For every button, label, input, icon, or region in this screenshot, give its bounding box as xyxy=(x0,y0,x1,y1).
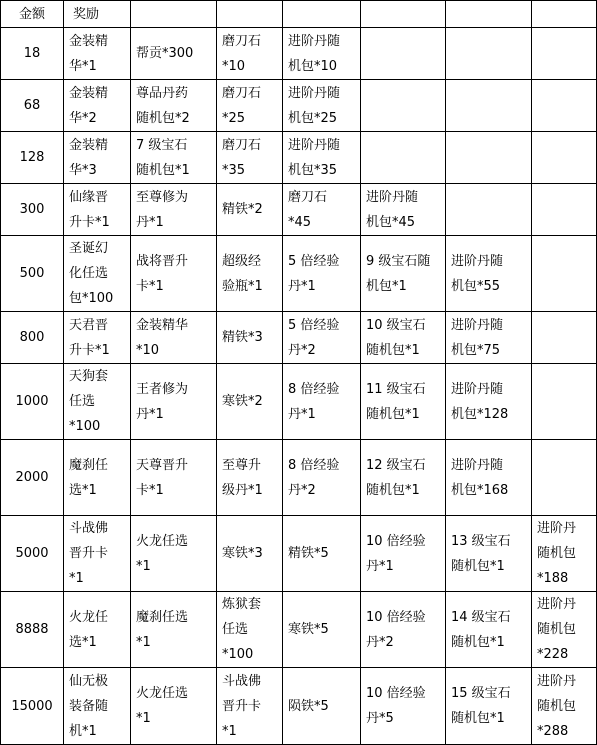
reward-text-line: 随机包*1 xyxy=(366,342,420,358)
reward-cell xyxy=(361,516,446,592)
reward-text-line: 卡*1 xyxy=(136,278,164,294)
reward-text-line: 升卡*1 xyxy=(69,214,110,230)
reward-text-line: 魔刹任选 xyxy=(136,609,189,625)
reward-cell xyxy=(361,592,446,668)
reward-cell xyxy=(532,516,597,592)
reward-text-line: 斗战佛 xyxy=(69,521,109,536)
reward-text-line: 进阶丹随 xyxy=(451,381,504,397)
empty-cell xyxy=(361,28,446,80)
reward-text-line: 丹*1 xyxy=(288,406,316,422)
reward-cell xyxy=(64,184,131,236)
reward-cell xyxy=(64,80,131,132)
reward-cell xyxy=(283,516,361,592)
empty-cell xyxy=(532,80,597,132)
reward-cell xyxy=(131,364,217,440)
reward-text-line: 火龙任 xyxy=(69,609,109,625)
reward-cell xyxy=(217,28,283,80)
reward-text-line: 机包*10 xyxy=(288,58,338,74)
reward-text-line: 超级经 xyxy=(222,253,262,269)
amount-cell: 128 xyxy=(1,132,64,184)
reward-text-line: *228 xyxy=(537,647,569,662)
reward-text-line: 陨铁*5 xyxy=(288,698,329,714)
reward-cell xyxy=(217,516,283,592)
reward-text-line: 天君晋 xyxy=(69,317,109,333)
reward-text-line: 升卡*1 xyxy=(69,342,110,358)
reward-cell xyxy=(283,80,361,132)
reward-cell xyxy=(131,184,217,236)
amount-cell: 500 xyxy=(1,236,64,312)
reward-text-line: 选*1 xyxy=(69,634,97,650)
reward-cell xyxy=(283,132,361,184)
reward-cell xyxy=(361,236,446,312)
reward-cell xyxy=(217,80,283,132)
reward-cell xyxy=(131,28,217,80)
reward-text-line: 晋升卡 xyxy=(69,546,109,561)
reward-text-line: *100 xyxy=(69,419,101,434)
reward-cell xyxy=(446,516,532,592)
reward-cell xyxy=(217,364,283,440)
reward-cell xyxy=(64,132,131,184)
reward-text-line: 磨刀石 xyxy=(288,189,328,205)
reward-text-line: 火龙任选 xyxy=(136,533,189,549)
reward-cell xyxy=(283,312,361,364)
empty-cell xyxy=(446,80,532,132)
reward-text-line: 选*1 xyxy=(69,482,97,498)
reward-text-line: 随机包*1 xyxy=(136,162,190,178)
reward-text-line: 卡*1 xyxy=(136,482,164,498)
reward-cell xyxy=(131,80,217,132)
reward-cell xyxy=(217,668,283,745)
reward-text-line: *1 xyxy=(136,558,151,574)
reward-cell xyxy=(64,364,131,440)
reward-text-line: 磨刀石 xyxy=(222,137,262,153)
reward-text-line: 火龙任选 xyxy=(136,686,189,701)
reward-text-line: 魔刹任 xyxy=(69,457,109,473)
reward-cell xyxy=(131,132,217,184)
reward-text-line: 精铁*3 xyxy=(222,330,263,345)
reward-text-line: 机包*45 xyxy=(366,214,416,230)
reward-text-line: 丹*2 xyxy=(366,634,394,650)
reward-cell xyxy=(283,668,361,745)
reward-text-line: 精铁*5 xyxy=(288,546,329,561)
reward-text-line: 进阶丹随 xyxy=(451,253,504,269)
reward-text-line: 进阶丹随 xyxy=(451,457,504,473)
reward-text-line: 级丹*1 xyxy=(222,482,263,498)
reward-text-line: 金装精 xyxy=(69,137,109,153)
reward-text-line: *10 xyxy=(222,58,246,74)
reward-text-line: 15 级宝石 xyxy=(451,686,511,701)
reward-cell xyxy=(361,668,446,745)
reward-cell xyxy=(283,364,361,440)
reward-text-line: *1 xyxy=(136,711,151,726)
reward-text-line: 5 倍经验 xyxy=(288,253,340,269)
table-row xyxy=(1,668,597,745)
reward-text-line: 华*1 xyxy=(69,58,97,74)
header-row xyxy=(1,1,597,28)
reward-text-line: 磨刀石 xyxy=(222,33,262,49)
reward-text-line: 寒铁*3 xyxy=(222,546,263,561)
amount-cell: 2000 xyxy=(1,440,64,516)
reward-text-line: 尊品丹药 xyxy=(136,85,189,101)
reward-text-line: *100 xyxy=(222,647,254,662)
amount-cell: 8888 xyxy=(1,592,64,668)
reward-text-line: 丹*1 xyxy=(288,278,316,294)
reward-cell xyxy=(446,440,532,516)
amount-cell: 1000 xyxy=(1,364,64,440)
reward-cell xyxy=(217,312,283,364)
reward-cell xyxy=(131,440,217,516)
reward-cell xyxy=(283,28,361,80)
reward-text-line: 10 级宝石 xyxy=(366,317,426,333)
reward-text-line: 战将晋升 xyxy=(136,253,189,269)
reward-text-line: 丹*1 xyxy=(366,558,394,574)
reward-text-line: 随机包*1 xyxy=(366,482,420,498)
reward-cell xyxy=(446,592,532,668)
reward-text-line: *288 xyxy=(537,723,569,739)
reward-text-line: 随机包*2 xyxy=(136,110,190,126)
empty-cell xyxy=(532,132,597,184)
reward-text-line: 王者修为 xyxy=(136,381,189,397)
reward-text-line: 晋升卡 xyxy=(222,698,262,714)
reward-cell xyxy=(283,592,361,668)
reward-text-line: 9 级宝石随 xyxy=(366,253,431,269)
empty-cell xyxy=(532,236,597,312)
reward-cell xyxy=(446,364,532,440)
amount-cell: 5000 xyxy=(1,516,64,592)
reward-text-line: 随机包*1 xyxy=(366,406,420,422)
table-row xyxy=(1,592,597,668)
empty-cell xyxy=(446,28,532,80)
reward-text-line: 13 级宝石 xyxy=(451,533,511,549)
reward-text-line: 10 倍经验 xyxy=(366,686,426,701)
reward-text-line: *1 xyxy=(69,571,84,586)
reward-cell xyxy=(532,592,597,668)
reward-text-line: *45 xyxy=(288,214,312,230)
reward-text-line: 化任选 xyxy=(69,266,109,281)
reward-cell xyxy=(283,236,361,312)
reward-text-line: *188 xyxy=(537,571,569,586)
reward-text-line: 进阶丹随 xyxy=(366,189,419,205)
reward-text-line: 机包*35 xyxy=(288,162,338,178)
amount-cell: 15000 xyxy=(1,668,64,745)
reward-text-line: 10 倍经验 xyxy=(366,533,426,549)
reward-cell xyxy=(64,592,131,668)
header-empty-cell xyxy=(131,1,217,28)
reward-cell xyxy=(446,668,532,745)
reward-text-line: 寒铁*2 xyxy=(222,394,263,409)
reward-text-line: 验瓶*1 xyxy=(222,278,263,294)
reward-cell xyxy=(217,236,283,312)
empty-cell xyxy=(532,28,597,80)
table-row xyxy=(1,516,597,592)
empty-cell xyxy=(532,184,597,236)
reward-cell xyxy=(217,440,283,516)
empty-cell xyxy=(532,312,597,364)
reward-cell xyxy=(361,440,446,516)
reward-text-line: 11 级宝石 xyxy=(366,381,426,397)
reward-text-line: 机*1 xyxy=(69,723,97,739)
reward-text-line: 精铁*2 xyxy=(222,202,263,217)
header-amount: 金额 xyxy=(1,1,64,28)
reward-text-line: 14 级宝石 xyxy=(451,609,511,625)
reward-cell xyxy=(64,440,131,516)
reward-text-line: 天狗套 xyxy=(69,369,109,384)
reward-cell xyxy=(446,312,532,364)
reward-text-line: 随机包 xyxy=(537,546,577,561)
reward-text-line: 5 倍经验 xyxy=(288,317,340,333)
header-reward: 奖励 xyxy=(64,1,131,28)
reward-text-line: 天尊晋升 xyxy=(136,457,189,473)
reward-cell xyxy=(532,668,597,745)
reward-text-line: *1 xyxy=(222,723,237,739)
reward-text-line: 金装精 xyxy=(69,33,109,49)
reward-text-line: 仙缘晋 xyxy=(69,189,109,205)
reward-text-line: 随机包*1 xyxy=(451,634,505,650)
empty-cell xyxy=(532,440,597,516)
table-row xyxy=(1,184,597,236)
reward-text-line: 丹*5 xyxy=(366,711,394,726)
table-row xyxy=(1,364,597,440)
reward-cell xyxy=(283,184,361,236)
reward-text-line: 机包*128 xyxy=(451,406,509,422)
amount-cell: 68 xyxy=(1,80,64,132)
reward-text-line: 任选 xyxy=(69,394,96,409)
reward-cell xyxy=(131,592,217,668)
reward-cell xyxy=(64,312,131,364)
table-row xyxy=(1,236,597,312)
reward-text-line: 进阶丹随 xyxy=(288,33,341,49)
reward-text-line: 丹*2 xyxy=(288,482,316,498)
reward-cell xyxy=(361,364,446,440)
empty-cell xyxy=(446,184,532,236)
reward-text-line: 丹*2 xyxy=(288,342,316,358)
reward-text-line: 进阶丹随 xyxy=(288,137,341,153)
reward-text-line: 机包*55 xyxy=(451,278,501,294)
table-row xyxy=(1,80,597,132)
reward-text-line: 至尊修为 xyxy=(136,189,189,205)
empty-cell xyxy=(446,132,532,184)
reward-text-line: 进阶丹 xyxy=(537,597,577,612)
table-row xyxy=(1,312,597,364)
reward-cell xyxy=(131,516,217,592)
reward-text-line: 12 级宝石 xyxy=(366,457,426,473)
reward-text-line: 寒铁*5 xyxy=(288,622,329,637)
reward-text-line: 金装精华 xyxy=(136,317,189,333)
reward-text-line: 装备随 xyxy=(69,698,109,714)
reward-cell xyxy=(64,236,131,312)
reward-text-line: *10 xyxy=(136,342,160,358)
reward-text-line: 随机包*1 xyxy=(451,711,505,726)
header-empty-cell xyxy=(361,1,446,28)
amount-cell: 800 xyxy=(1,312,64,364)
reward-cell xyxy=(446,236,532,312)
reward-text-line: 至尊升 xyxy=(222,457,262,473)
reward-cell xyxy=(131,236,217,312)
header-empty-cell xyxy=(283,1,361,28)
reward-cell xyxy=(131,312,217,364)
reward-text-line: 8 倍经验 xyxy=(288,381,340,397)
reward-text-line: 进阶丹随 xyxy=(288,85,341,101)
reward-text-line: 随机包 xyxy=(537,698,577,714)
table-row xyxy=(1,132,597,184)
reward-text-line: *25 xyxy=(222,110,246,126)
reward-text-line: 10 倍经验 xyxy=(366,609,426,625)
table-row xyxy=(1,440,597,516)
reward-text-line: 机包*168 xyxy=(451,482,509,498)
reward-text-line: 进阶丹 xyxy=(537,673,577,689)
header-empty-cell xyxy=(532,1,597,28)
reward-text-line: *1 xyxy=(136,634,151,650)
reward-text-line: 华*2 xyxy=(69,110,97,126)
reward-cell xyxy=(64,28,131,80)
reward-text-line: 圣诞幻 xyxy=(69,241,109,256)
reward-text-line: 任选 xyxy=(222,622,249,637)
empty-cell xyxy=(361,132,446,184)
reward-text-line: 丹*1 xyxy=(136,214,164,230)
reward-text-line: 斗战佛 xyxy=(222,673,262,689)
reward-text-line: 机包*75 xyxy=(451,342,501,358)
amount-cell: 18 xyxy=(1,28,64,80)
reward-cell xyxy=(217,592,283,668)
header-empty-cell xyxy=(217,1,283,28)
table-row xyxy=(1,28,597,80)
reward-cell xyxy=(283,440,361,516)
reward-cell xyxy=(64,668,131,745)
reward-text-line: 进阶丹 xyxy=(537,521,577,536)
reward-text-line: 包*100 xyxy=(69,291,114,306)
reward-text-line: 帮贡*300 xyxy=(136,46,194,61)
reward-text-line: 随机包*1 xyxy=(451,558,505,574)
reward-text-line: 机包*25 xyxy=(288,110,338,126)
reward-cell xyxy=(131,668,217,745)
reward-text-line: 机包*1 xyxy=(366,278,407,294)
empty-cell xyxy=(361,80,446,132)
reward-text-line: 磨刀石 xyxy=(222,85,262,101)
reward-text-line: 8 倍经验 xyxy=(288,457,340,473)
reward-cell xyxy=(361,312,446,364)
reward-cell xyxy=(217,184,283,236)
reward-text-line: 随机包 xyxy=(537,622,577,637)
reward-text-line: 炼狱套 xyxy=(222,597,262,612)
reward-text-line: 丹*1 xyxy=(136,406,164,422)
amount-cell: 300 xyxy=(1,184,64,236)
header-empty-cell xyxy=(446,1,532,28)
reward-cell xyxy=(217,132,283,184)
reward-text-line: 进阶丹随 xyxy=(451,317,504,333)
reward-cell xyxy=(64,516,131,592)
empty-cell xyxy=(532,364,597,440)
reward-text-line: *35 xyxy=(222,162,246,178)
reward-cell xyxy=(361,184,446,236)
reward-text-line: 仙无极 xyxy=(69,673,109,689)
reward-text-line: 7 级宝石 xyxy=(136,137,188,153)
reward-text-line: 华*3 xyxy=(69,162,97,178)
reward-text-line: 金装精 xyxy=(69,85,109,101)
